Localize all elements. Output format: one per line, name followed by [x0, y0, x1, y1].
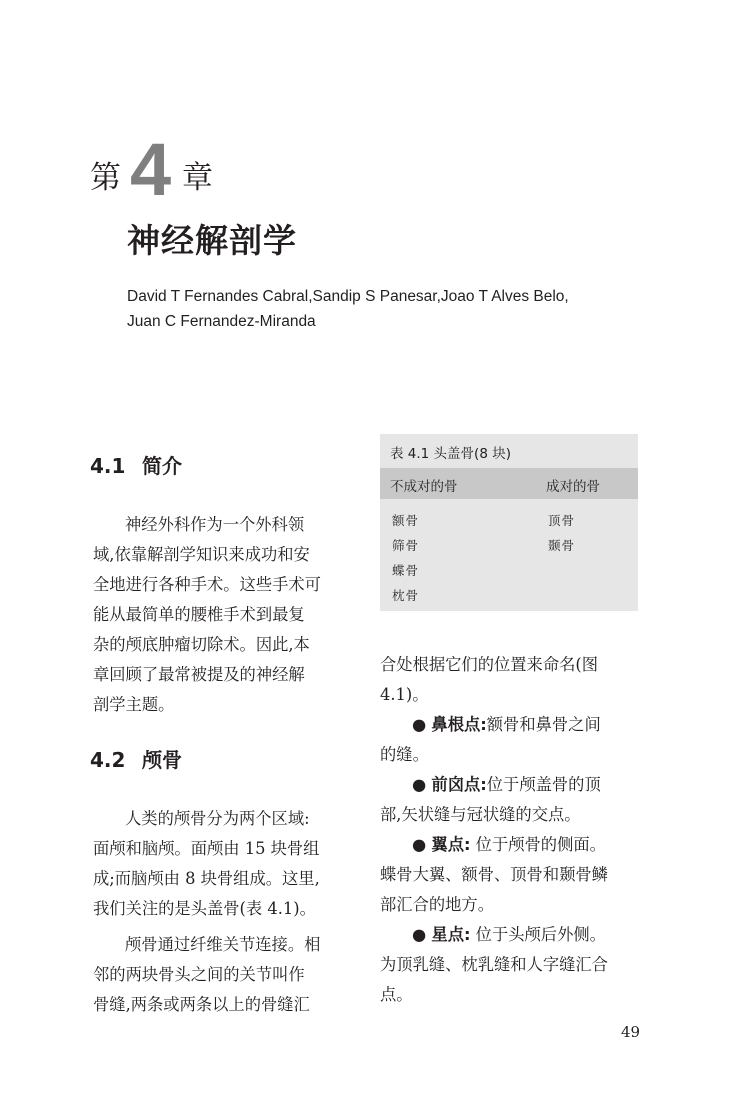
page-number: 49 — [621, 1023, 641, 1041]
text-line: 神经外科作为一个外科领 — [125, 515, 305, 534]
section-title: 颅骨 — [142, 748, 182, 772]
bullet-icon: ● — [412, 775, 427, 794]
authors-line: David T Fernandes Cabral,Sandip S Panesar,Joao T Alves Belo, — [127, 288, 569, 305]
chapter-number: 4 — [130, 128, 172, 211]
text-line: 全地进行各种手术。这些手术可 — [93, 575, 321, 594]
text-line: 剖学主题。 — [93, 695, 175, 714]
text-line: 4.1)。 — [380, 685, 429, 704]
bullet-icon: ● — [412, 925, 427, 944]
table-cell: 蝶骨 — [392, 563, 420, 578]
section-number: 4.1 — [90, 454, 126, 478]
authors-line: Juan C Fernandez-Miranda — [127, 313, 316, 330]
text-line: 杂的颅底肿瘤切除术。因此,本 — [93, 635, 310, 654]
section-title: 简介 — [142, 454, 182, 478]
table-caption: 表 4.1 头盖骨(8 块) — [390, 446, 511, 462]
chapter-prefix: 第 — [90, 160, 121, 196]
chapter-title: 神经解剖学 — [127, 221, 297, 260]
text-line: 点。 — [380, 985, 413, 1004]
bullet-term: 鼻根点: — [431, 715, 487, 734]
bullet-term: 星点: — [431, 925, 471, 944]
table-header-paired: 成对的骨 — [546, 479, 600, 495]
table-cell: 颞骨 — [548, 538, 576, 553]
chapter-authors — [127, 284, 647, 334]
text-line: 邻的两块骨头之间的关节叫作 — [93, 965, 305, 984]
table-header-unpaired: 不成对的骨 — [390, 479, 458, 495]
chapter-suffix: 章 — [182, 160, 213, 196]
bullet-text: 位于颅骨的侧面。 — [470, 835, 606, 854]
bullet-term: 翼点: — [431, 835, 471, 854]
text-line: 域,依靠解剖学知识来成功和安 — [93, 545, 310, 564]
text-line: 颅骨通过纤维关节连接。相 — [125, 935, 321, 954]
table-cell: 枕骨 — [392, 588, 420, 603]
right-column-text — [380, 650, 638, 1010]
text-line: 面颅和脑颅。面颅由 15 块骨组 — [93, 839, 320, 858]
section-number: 4.2 — [90, 748, 126, 772]
section-heading — [90, 746, 182, 774]
text-line: 骨缝,两条或两条以上的骨缝汇 — [93, 995, 310, 1014]
text-line: 部,矢状缝与冠状缝的交点。 — [380, 805, 581, 824]
table-cell: 额骨 — [392, 513, 420, 528]
bullet-term: 前囟点: — [431, 775, 487, 794]
text-line: 人类的颅骨分为两个区域: — [125, 809, 310, 828]
text-line: 成;而脑颅由 8 块骨组成。这里, — [93, 869, 320, 888]
text-line: 我们关注的是头盖骨(表 4.1)。 — [93, 899, 316, 918]
table-cell: 筛骨 — [392, 538, 420, 553]
text-line: 蝶骨大翼、额骨、顶骨和颞骨鳞 — [380, 865, 608, 884]
bullet-text: 额骨和鼻骨之间 — [486, 715, 601, 734]
text-line: 合处根据它们的位置来命名(图 — [380, 655, 599, 674]
text-line: 章回顾了最常被提及的神经解 — [93, 665, 305, 684]
skull-bones-table — [380, 434, 638, 611]
bullet-item — [380, 710, 638, 740]
bullet-icon: ● — [412, 835, 427, 854]
bullet-text: 位于颅盖骨的顶 — [486, 775, 601, 794]
bullet-item — [380, 770, 638, 800]
bullet-item — [380, 830, 638, 860]
section-paragraph — [93, 804, 351, 924]
text-line: 部汇合的地方。 — [380, 895, 494, 914]
section-paragraph — [93, 930, 351, 1020]
bullet-text: 位于头颅后外侧。 — [470, 925, 606, 944]
table-cell: 顶骨 — [548, 513, 576, 528]
section-heading — [90, 452, 182, 480]
section-paragraph — [93, 510, 351, 720]
bullet-item — [380, 920, 638, 950]
text-line: 的缝。 — [380, 745, 429, 764]
table-header-row — [380, 468, 638, 499]
text-line: 能从最简单的腰椎手术到最复 — [93, 605, 305, 624]
text-line: 为顶乳缝、枕乳缝和人字缝汇合 — [380, 955, 608, 974]
bullet-icon: ● — [412, 715, 427, 734]
